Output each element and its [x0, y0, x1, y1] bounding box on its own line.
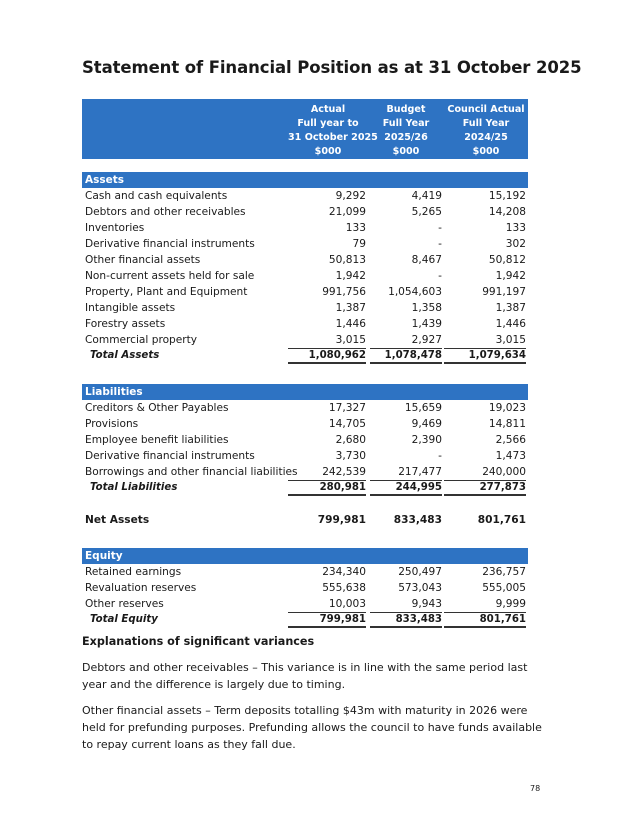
- page-title: Statement of Financial Position as at 31 October 2025: [82, 58, 582, 77]
- page-number: 78: [530, 784, 541, 793]
- value-council-actual: 236,757: [482, 566, 526, 578]
- value-budget: 833,483: [370, 612, 442, 628]
- explanation-paragraph: Other financial assets – Term deposits totalling $43m with maturity in 2026 were held for prefunding purposes. Prefunding allows the council to have funds available to repay current loans as they fall due.: [82, 704, 542, 751]
- value-actual: 799,981: [288, 612, 366, 628]
- value-actual: 555,638: [322, 582, 366, 594]
- equity-rows: [82, 564, 528, 612]
- value-actual: 79: [352, 238, 366, 250]
- value-council-actual: 133: [505, 222, 526, 234]
- value-council-actual: 801,761: [444, 612, 526, 628]
- value-actual: 991,756: [322, 286, 366, 298]
- table-row: [82, 300, 528, 316]
- row-label: Borrowings and other financial liabilities: [85, 466, 298, 478]
- row-label: Other financial assets: [85, 254, 201, 266]
- row-label: Property, Plant and Equipment: [85, 286, 248, 298]
- column-header-budget: Budget Full Year 2025/26 $000: [382, 104, 430, 157]
- value-council-actual: 2,566: [495, 434, 526, 446]
- row-label: Commercial property: [85, 334, 198, 346]
- table-row: [82, 564, 528, 580]
- value-council-actual: 1,446: [495, 318, 526, 330]
- value-actual: 1,080,962: [288, 348, 366, 364]
- liabilities-rows: [82, 400, 528, 480]
- value-actual: 799,981: [317, 514, 366, 526]
- value-actual: 14,705: [328, 418, 366, 430]
- value-actual: 280,981: [288, 480, 366, 496]
- table-row: [82, 236, 528, 252]
- value-budget: 4,419: [411, 190, 442, 202]
- row-label: Other reserves: [85, 598, 164, 610]
- table-row: [82, 252, 528, 268]
- value-budget: 573,043: [398, 582, 442, 594]
- variance-explanations: [82, 633, 542, 762]
- value-council-actual: 3,015: [495, 334, 526, 346]
- value-budget: 833,483: [393, 514, 442, 526]
- row-label: Non-current assets held for sale: [85, 270, 255, 282]
- value-council-actual: 240,000: [482, 466, 526, 478]
- column-header-council-actual: Council Actual Full Year 2024/25 $000: [447, 104, 525, 157]
- value-council-actual: 302: [505, 238, 526, 250]
- row-label: Net Assets: [85, 514, 150, 526]
- row-label: Retained earnings: [85, 566, 182, 578]
- value-actual: 3,015: [335, 334, 366, 346]
- value-budget: 9,943: [411, 598, 442, 610]
- row-label: Derivative financial instruments: [85, 238, 255, 250]
- value-actual: 10,003: [328, 598, 366, 610]
- table-row: [82, 464, 528, 480]
- table-row: [82, 332, 528, 348]
- value-council-actual: 50,812: [488, 254, 526, 266]
- section-heading-equity: Equity: [82, 548, 528, 564]
- row-label: Total Assets: [90, 350, 160, 361]
- table-row: [82, 432, 528, 448]
- value-actual: 2,680: [335, 434, 366, 446]
- table-row: [82, 284, 528, 300]
- value-actual: 3,730: [335, 450, 366, 462]
- value-actual: 1,942: [335, 270, 366, 282]
- value-budget: 9,469: [411, 418, 442, 430]
- table-row: [82, 400, 528, 416]
- value-council-actual: 1,473: [495, 450, 526, 462]
- table-row: [82, 188, 528, 204]
- value-council-actual: 15,192: [488, 190, 526, 202]
- value-council-actual: 1,079,634: [444, 348, 526, 364]
- value-actual: 9,292: [335, 190, 366, 202]
- table-header: [82, 99, 528, 159]
- table-row: [82, 416, 528, 432]
- value-budget: 1,439: [411, 318, 442, 330]
- value-actual: 21,099: [328, 206, 366, 218]
- row-label: Debtors and other receivables: [85, 206, 246, 218]
- section-heading-assets: Assets: [82, 172, 528, 188]
- row-label: Creditors & Other Payables: [85, 402, 229, 414]
- value-budget: 2,927: [411, 334, 442, 346]
- value-council-actual: 555,005: [482, 582, 526, 594]
- total-liabilities-row: [82, 480, 528, 496]
- value-budget: -: [438, 238, 442, 250]
- net-assets-row: [82, 512, 528, 528]
- explanations-heading: Explanations of significant variances: [82, 635, 315, 648]
- value-council-actual: 1,942: [495, 270, 526, 282]
- explanation-paragraph: Debtors and other receivables – This variance is in line with the same period last year and the difference is largely due to timing.: [82, 661, 528, 691]
- value-budget: 244,995: [370, 480, 442, 496]
- table-row: [82, 448, 528, 464]
- value-budget: 1,078,478: [370, 348, 442, 364]
- value-actual: 50,813: [328, 254, 366, 266]
- row-label: Provisions: [85, 418, 139, 430]
- value-budget: 15,659: [404, 402, 442, 414]
- value-council-actual: 14,811: [488, 418, 526, 430]
- row-label: Derivative financial instruments: [85, 450, 255, 462]
- section-heading-liabilities: Liabilities: [82, 384, 528, 400]
- total-equity-row: [82, 612, 528, 628]
- row-label: Intangible assets: [85, 302, 176, 314]
- value-actual: 1,387: [335, 302, 366, 314]
- value-budget: -: [438, 270, 442, 282]
- value-council-actual: 991,197: [482, 286, 526, 298]
- value-council-actual: 14,208: [488, 206, 526, 218]
- value-council-actual: 1,387: [495, 302, 526, 314]
- value-budget: 250,497: [398, 566, 442, 578]
- value-council-actual: 19,023: [488, 402, 526, 414]
- row-label: Forestry assets: [85, 318, 166, 330]
- row-label: Total Equity: [90, 614, 158, 625]
- row-label: Total Liabilities: [90, 482, 178, 493]
- row-label: Inventories: [85, 222, 145, 234]
- value-actual: 133: [345, 222, 366, 234]
- column-header-actual: Actual Full year to 31 October 2025 $000: [288, 104, 378, 157]
- value-council-actual: 801,761: [477, 514, 526, 526]
- value-budget: 1,358: [411, 302, 442, 314]
- total-assets-row: [82, 348, 528, 364]
- value-actual: 234,340: [322, 566, 366, 578]
- value-council-actual: 277,873: [444, 480, 526, 496]
- value-budget: -: [438, 450, 442, 462]
- value-budget: 2,390: [411, 434, 442, 446]
- financial-position-table: [82, 99, 528, 628]
- assets-rows: [82, 188, 528, 348]
- table-row: [82, 268, 528, 284]
- value-actual: 17,327: [328, 402, 366, 414]
- value-budget: 1,054,603: [388, 286, 442, 298]
- value-budget: 217,477: [398, 466, 442, 478]
- value-budget: -: [438, 222, 442, 234]
- value-council-actual: 9,999: [495, 598, 526, 610]
- row-label: Cash and cash equivalents: [85, 190, 228, 202]
- table-row: [82, 316, 528, 332]
- row-label: Employee benefit liabilities: [85, 434, 229, 446]
- value-actual: 242,539: [322, 466, 366, 478]
- table-row: [82, 580, 528, 596]
- row-label: Revaluation reserves: [85, 582, 197, 594]
- table-row: [82, 204, 528, 220]
- value-budget: 8,467: [411, 254, 442, 266]
- table-row: [82, 220, 528, 236]
- table-row: [82, 596, 528, 612]
- value-actual: 1,446: [335, 318, 366, 330]
- value-budget: 5,265: [411, 206, 442, 218]
